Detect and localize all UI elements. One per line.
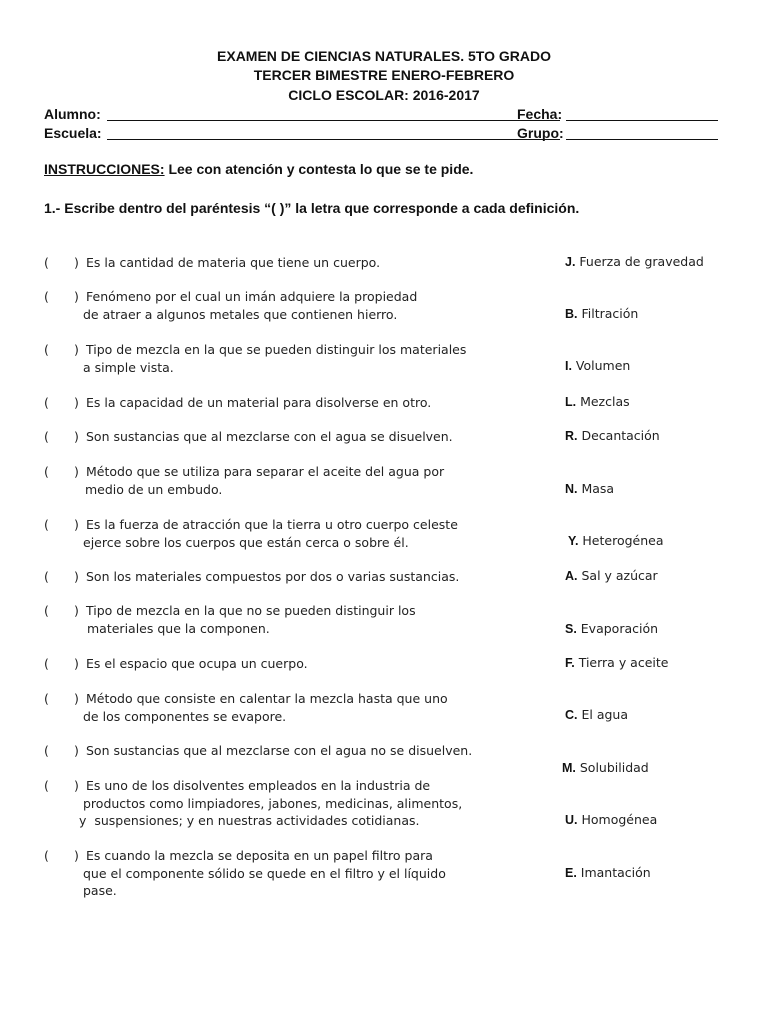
definition-text-continued: que el componente sólido se quede en el filtro y el líquido <box>83 865 446 881</box>
definition-text: Tipo de mezcla en la que se pueden distinguir los materiales <box>86 342 467 357</box>
answer-option <box>565 707 628 722</box>
answer-text: Fuerza de gravedad <box>575 254 704 269</box>
escuela-label: Escuela: <box>44 125 102 141</box>
answer-blank-close-paren[interactable]: ) <box>74 464 79 479</box>
answer-letter: A. <box>565 569 578 583</box>
answer-letter: M. <box>562 761 576 775</box>
answer-text: Mezclas <box>576 394 630 409</box>
answer-blank-close-paren[interactable]: ) <box>74 603 79 618</box>
answer-option <box>562 760 649 775</box>
answer-option <box>565 428 660 443</box>
answer-letter: L. <box>565 395 577 409</box>
fecha-field[interactable] <box>566 106 718 121</box>
definition-text-continued: materiales que la componen. <box>87 620 270 636</box>
answer-letter: J. <box>565 255 576 269</box>
answer-blank-open-paren[interactable]: ( <box>44 603 49 618</box>
answer-blank-close-paren[interactable]: ) <box>74 342 79 357</box>
answer-text: Masa <box>577 481 615 496</box>
exam-title: EXAMEN DE CIENCIAS NATURALES. 5TO GRADO <box>217 48 551 64</box>
definition-text-continued: medio de un embudo. <box>85 481 223 497</box>
answer-letter: B. <box>565 307 578 321</box>
definition-text: Es cuando la mezcla se deposita en un papel filtro para <box>86 848 433 863</box>
answer-text: Heterogénea <box>578 533 664 548</box>
instructions <box>44 161 473 177</box>
answer-option <box>565 812 657 827</box>
definition-text: Es uno de los disolventes empleados en la industria de <box>86 778 431 793</box>
answer-text: El agua <box>577 707 628 722</box>
definition-text: Es la capacidad de un material para disolverse en otro. <box>86 395 432 410</box>
answer-letter: R. <box>565 429 578 443</box>
grupo-field[interactable] <box>566 125 718 140</box>
answer-blank-close-paren[interactable]: ) <box>74 848 79 863</box>
answer-text: Volumen <box>571 358 631 373</box>
answer-blank-open-paren[interactable]: ( <box>44 395 49 410</box>
answer-blank-close-paren[interactable]: ) <box>74 429 79 444</box>
question-1: 1.- Escribe dentro del paréntesis “( )” la letra que corresponde a cada definición. <box>44 200 580 216</box>
exam-period: TERCER BIMESTRE ENERO-FEBRERO <box>253 67 515 83</box>
answer-blank-close-paren[interactable]: ) <box>74 656 79 671</box>
answer-text: Homogénea <box>577 812 658 827</box>
definition-text: Método que consiste en calentar la mezcla hasta que uno <box>86 691 448 706</box>
definition-text-continued: y suspensiones; y en nuestras actividades cotidianas. <box>79 813 420 828</box>
definition-text: Tipo de mezcla en la que no se pueden distinguir los <box>86 603 416 618</box>
instructions-label: INSTRUCCIONES: <box>44 161 165 177</box>
answer-text: Decantación <box>577 428 660 443</box>
definition-text: Son sustancias que al mezclarse con el agua se disuelven. <box>86 429 453 444</box>
answer-blank-close-paren[interactable]: ) <box>74 255 79 270</box>
definition-text-continued: ejerce sobre los cuerpos que están cerca o sobre él. <box>83 534 409 550</box>
answer-letter: S. <box>565 622 577 636</box>
escuela-field[interactable] <box>107 125 560 140</box>
definition-text: Fenómeno por el cual un imán adquiere la propiedad <box>86 289 418 304</box>
fecha-label: Fecha: <box>517 106 563 122</box>
answer-blank-close-paren[interactable]: ) <box>74 743 79 758</box>
school-year: CICLO ESCOLAR: 2016-2017 <box>288 87 480 103</box>
answer-blank-open-paren[interactable]: ( <box>44 342 49 357</box>
answer-option <box>565 306 638 321</box>
definition-text: Es la cantidad de materia que tiene un cuerpo. <box>86 255 381 270</box>
alumno-label: Alumno: <box>44 106 101 122</box>
grupo-label: Grupo: <box>517 125 564 141</box>
school-row <box>44 125 724 143</box>
answer-option <box>565 481 614 496</box>
answer-blank-open-paren[interactable]: ( <box>44 289 49 304</box>
answer-blank-open-paren[interactable]: ( <box>44 848 49 863</box>
answer-blank-close-paren[interactable]: ) <box>74 691 79 706</box>
answer-blank-open-paren[interactable]: ( <box>44 255 49 270</box>
answer-text: Evaporación <box>576 621 659 636</box>
answer-option <box>568 533 664 548</box>
instructions-text: Lee con atención y contesta lo que se te pide. <box>164 161 474 177</box>
definition-text-continued: de atraer a algunos metales que contienen hierro. <box>83 306 398 322</box>
answer-text: Imantación <box>576 865 651 880</box>
student-row <box>44 106 724 124</box>
answer-text: Filtración <box>577 306 639 321</box>
answer-blank-open-paren[interactable]: ( <box>44 429 49 444</box>
answer-option <box>565 394 630 409</box>
answer-option <box>565 621 658 636</box>
answer-option <box>565 254 704 269</box>
answer-text: Sal y azúcar <box>577 568 658 583</box>
answer-option <box>565 655 668 670</box>
answer-option <box>565 865 651 880</box>
answer-letter: F. <box>565 656 575 670</box>
answer-blank-open-paren[interactable]: ( <box>44 656 49 671</box>
definition-text: Son los materiales compuestos por dos o varias sustancias. <box>86 569 460 584</box>
answer-blank-close-paren[interactable]: ) <box>74 778 79 793</box>
answer-letter: Y. <box>568 534 579 548</box>
answer-letter: N. <box>565 482 578 496</box>
answer-blank-close-paren[interactable]: ) <box>74 395 79 410</box>
definition-text-continued: productos como limpiadores, jabones, medicinas, alimentos, <box>83 795 463 811</box>
definition-text: Método que se utiliza para separar el aceite del agua por <box>86 464 445 479</box>
definition-text-continued: de los componentes se evapore. <box>83 708 287 724</box>
answer-blank-close-paren[interactable]: ) <box>74 569 79 584</box>
answer-blank-open-paren[interactable]: ( <box>44 691 49 706</box>
answer-blank-open-paren[interactable]: ( <box>44 778 49 793</box>
answer-letter: I. <box>565 359 572 373</box>
answer-blank-close-paren[interactable]: ) <box>74 517 79 532</box>
answer-letter: E. <box>565 866 577 880</box>
answer-blank-open-paren[interactable]: ( <box>44 569 49 584</box>
definition-text-continued: a simple vista. <box>83 359 174 375</box>
answer-letter: C. <box>565 708 578 722</box>
answer-blank-open-paren[interactable]: ( <box>44 517 49 532</box>
definition-text-continued: pase. <box>83 883 117 898</box>
definition-text: Es la fuerza de atracción que la tierra u otro cuerpo celeste <box>86 517 458 532</box>
definition-text: Son sustancias que al mezclarse con el agua no se disuelven. <box>86 743 473 758</box>
answer-option <box>565 568 658 583</box>
answer-blank-close-paren[interactable]: ) <box>74 289 79 304</box>
answer-text: Solubilidad <box>575 760 649 775</box>
answer-option <box>565 358 630 373</box>
answer-blank-open-paren[interactable]: ( <box>44 743 49 758</box>
answer-text: Tierra y aceite <box>574 655 669 670</box>
answer-letter: U. <box>565 813 578 827</box>
alumno-field[interactable] <box>107 106 563 122</box>
answer-blank-open-paren[interactable]: ( <box>44 464 49 479</box>
definition-text: Es el espacio que ocupa un cuerpo. <box>86 656 308 671</box>
